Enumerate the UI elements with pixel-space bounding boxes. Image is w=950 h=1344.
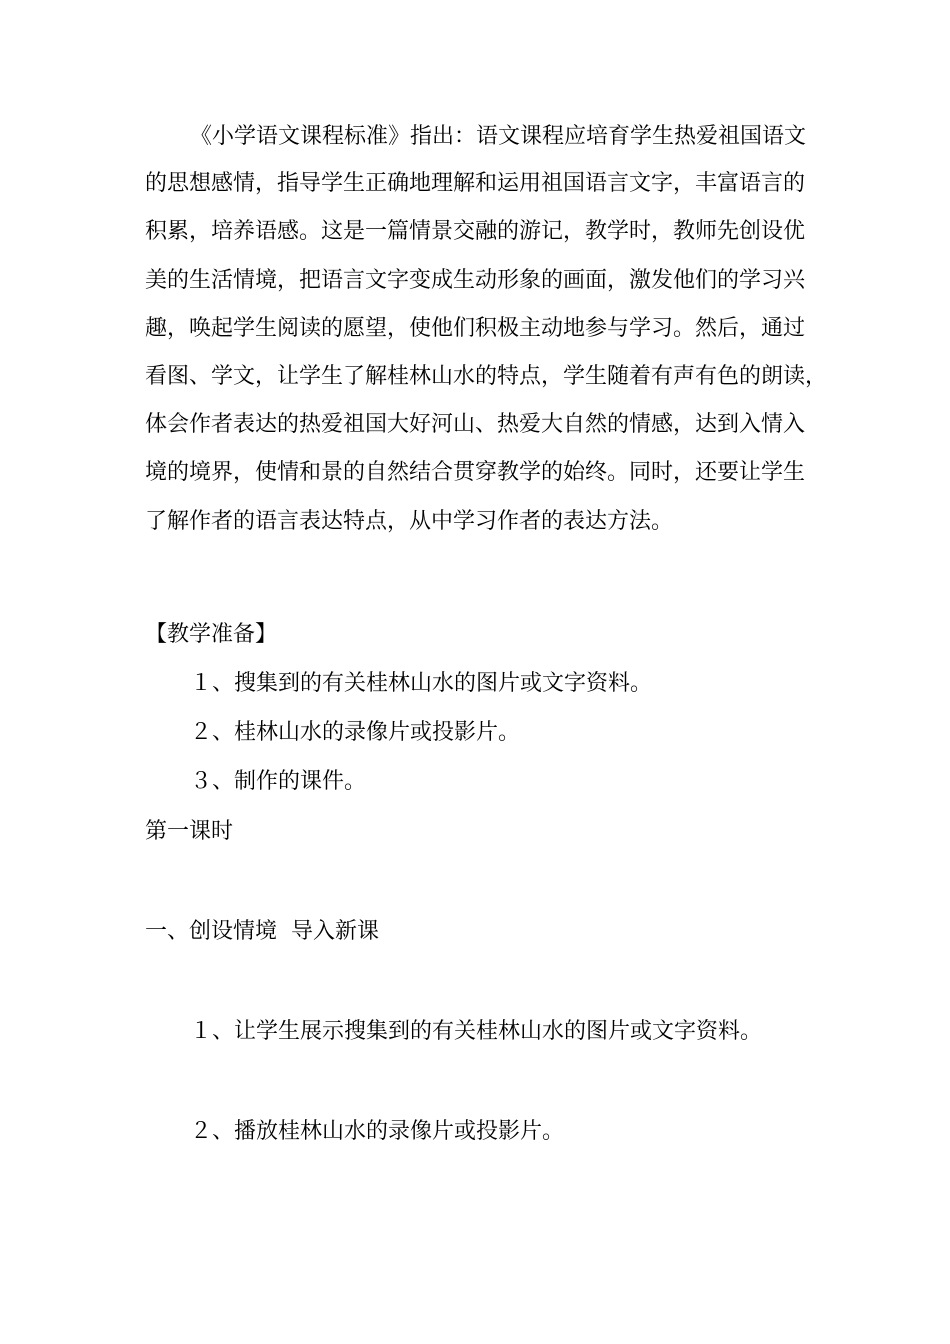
preparation-heading: 【教学准备】 <box>145 622 278 647</box>
intro-line: 《小学语文课程标准》指出：语文课程应培育学生热爱祖国语文 <box>190 124 807 149</box>
lesson-step: １、让学生展示搜集到的有关桂林山水的图片或文字资料。 <box>190 1019 763 1044</box>
intro-line: 积累，培养语感。这是一篇情景交融的游记，教学时，教师先创设优 <box>145 219 806 244</box>
intro-line: 了解作者的语言表达特点，从中学习作者的表达方法。 <box>145 509 674 534</box>
intro-line: 看图、学文，让学生了解桂林山水的特点，学生随着有声有色的朗读， <box>145 364 828 389</box>
preparation-item: ２、桂林山水的录像片或投影片。 <box>190 720 521 745</box>
lesson-title: 第一课时 <box>145 819 234 844</box>
intro-line: 美的生活情境，把语言文字变成生动形象的画面，激发他们的学习兴 <box>145 268 806 293</box>
intro-line: 体会作者表达的热爱祖国大好河山、热爱大自然的情感，达到入情入 <box>145 412 806 437</box>
lesson-step: ２、播放桂林山水的录像片或投影片。 <box>190 1119 565 1144</box>
intro-line: 的思想感情，指导学生正确地理解和运用祖国语言文字，丰富语言的 <box>145 171 806 196</box>
intro-line: 境的境界，使情和景的自然结合贯穿教学的始终。同时，还要让学生 <box>145 460 806 485</box>
section-heading: 一、创设情境 导入新课 <box>145 919 379 944</box>
preparation-item: １、搜集到的有关桂林山水的图片或文字资料。 <box>190 671 653 696</box>
preparation-item: ３、制作的课件。 <box>190 769 367 794</box>
intro-line: 趣，唤起学生阅读的愿望，使他们积极主动地参与学习。然后，通过 <box>145 316 806 341</box>
